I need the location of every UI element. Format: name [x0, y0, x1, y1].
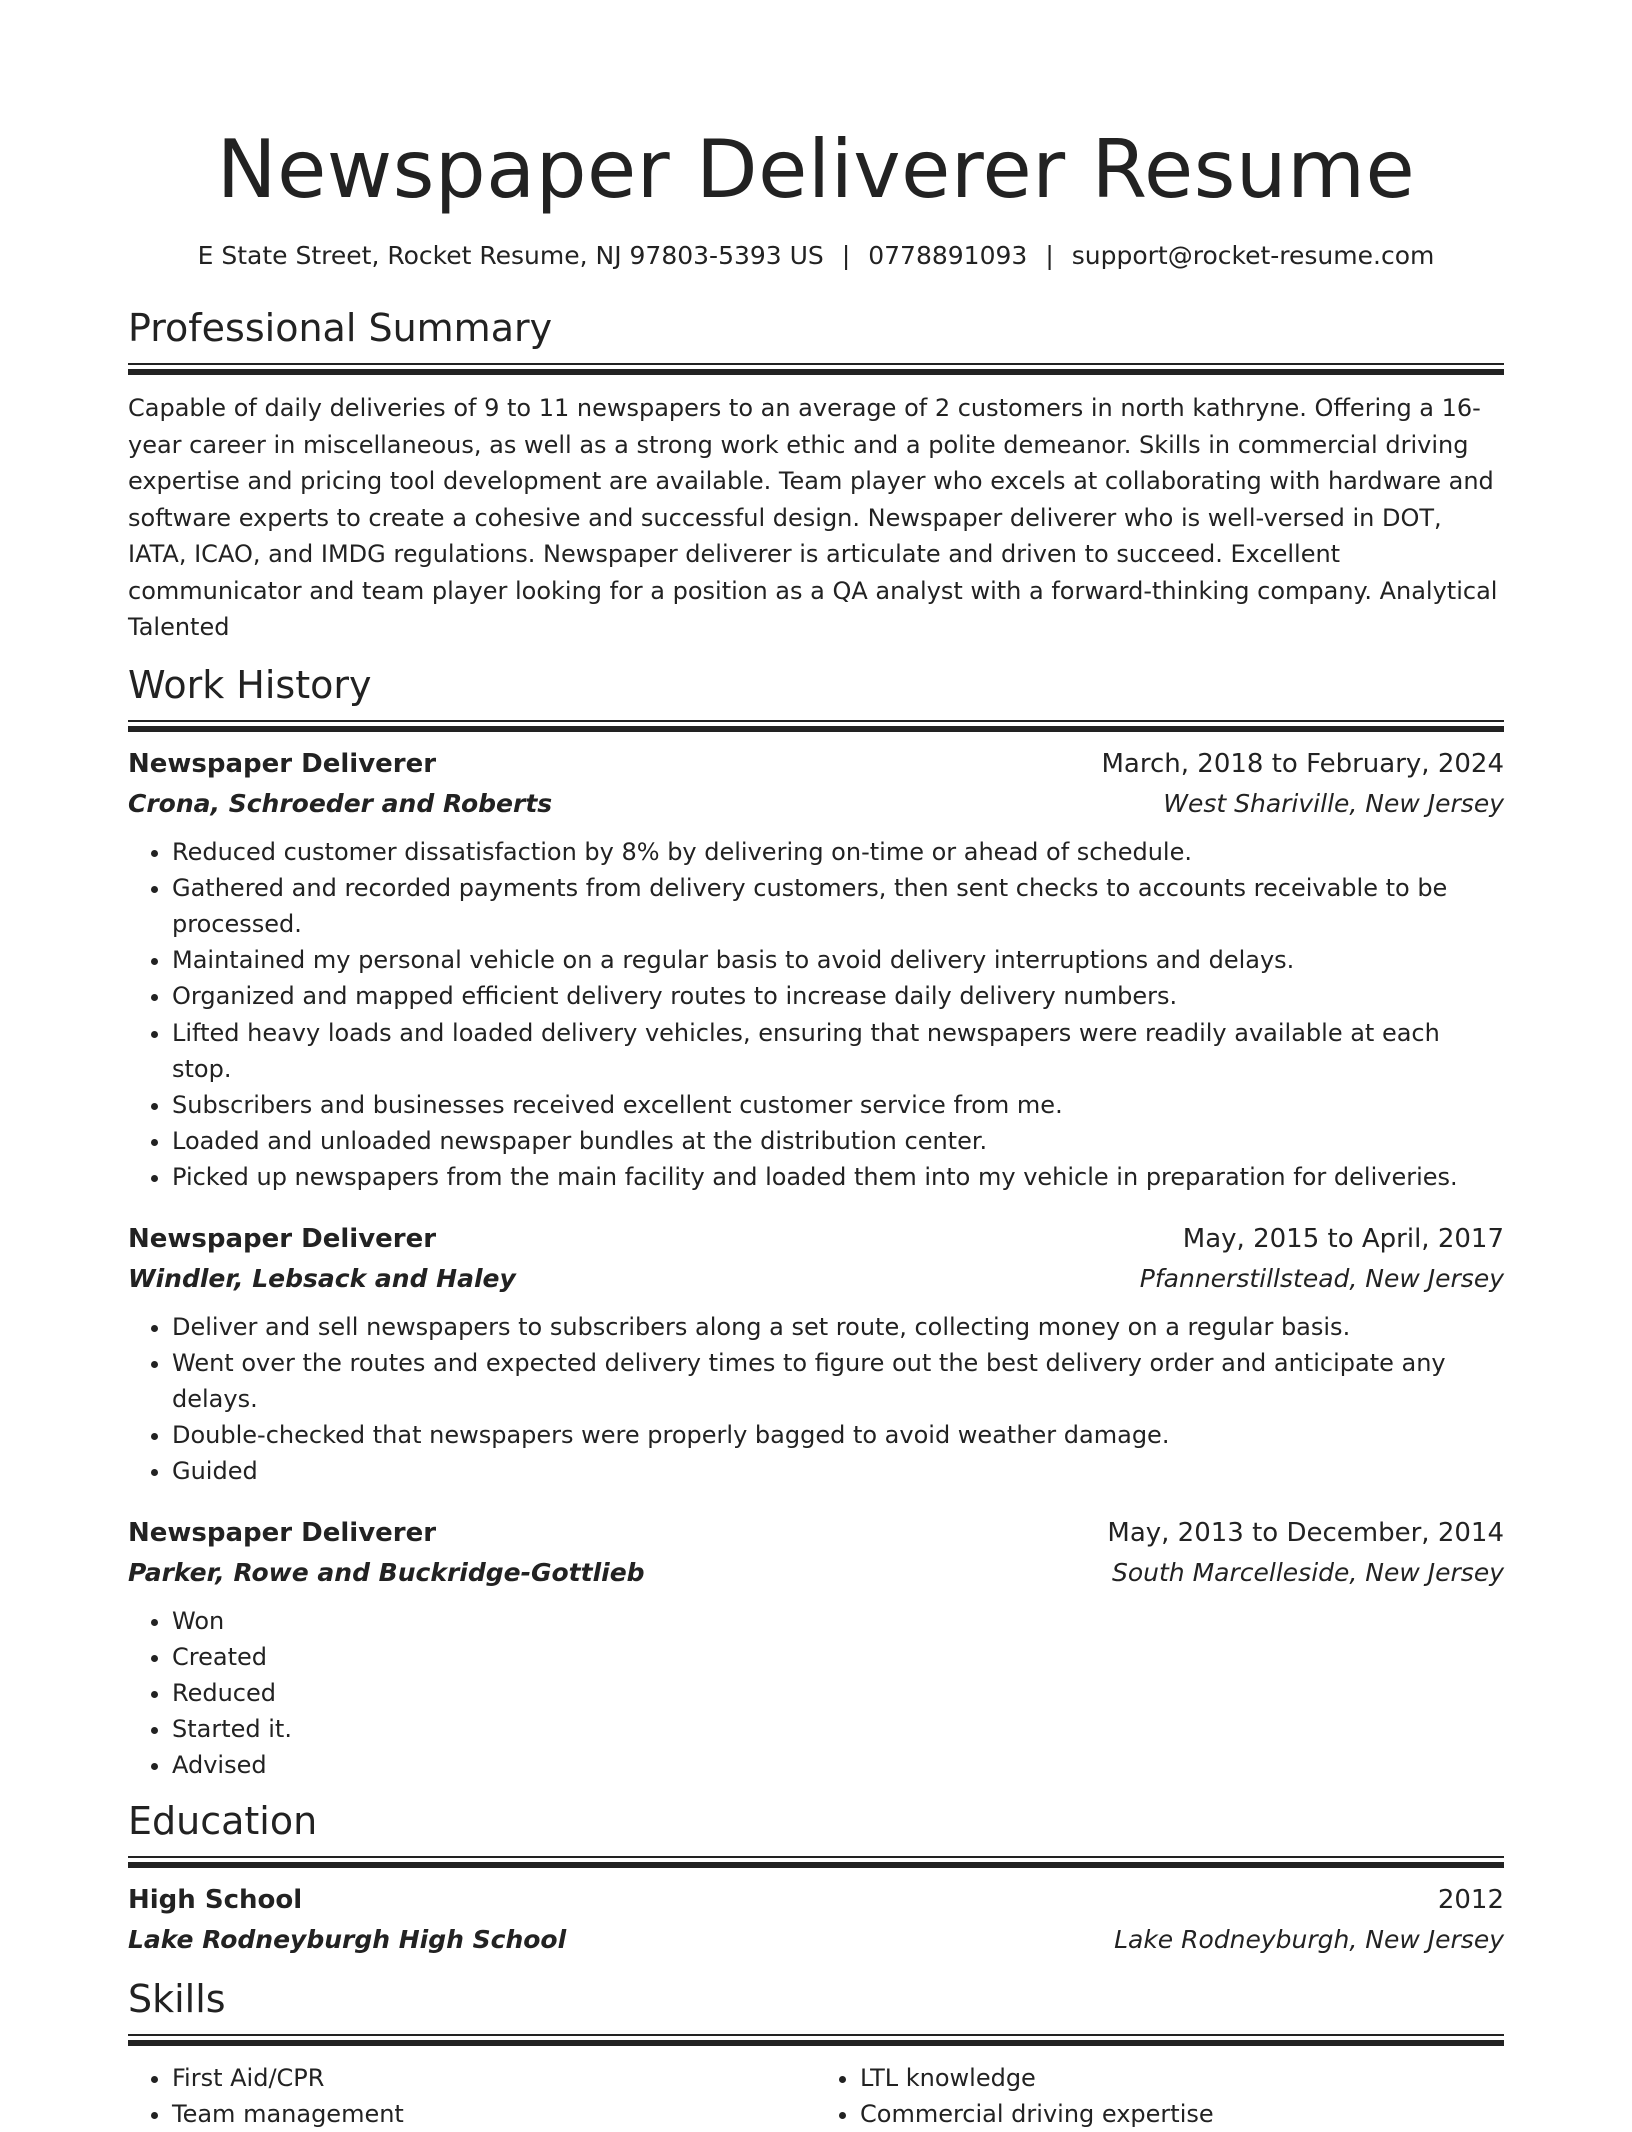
skill-item: • LTL knowledge — [860, 2060, 1504, 2096]
contact-address: E State Street, Rocket Resume, NJ 97803-5393 US — [197, 241, 824, 270]
education-location: Lake Rodneyburgh, New Jersey — [1114, 1924, 1504, 1954]
contact-email: support@rocket-resume.com — [1071, 241, 1435, 270]
skills-grid — [128, 2060, 1504, 2132]
education-header — [128, 1880, 1504, 1920]
job-title: Newspaper Deliverer — [128, 748, 437, 779]
job-bullets — [128, 1603, 1504, 1784]
skills-column-right — [816, 2060, 1504, 2132]
list-item: • Advised — [172, 1747, 1504, 1783]
job-entry — [128, 744, 1504, 1196]
list-item: • Picked up newspapers from the main facility and loaded them into my vehicle in preparation for deliveries. — [172, 1159, 1504, 1195]
job-location: Pfannerstillstead, New Jersey — [1139, 1263, 1504, 1293]
section-work-history — [128, 662, 1504, 1784]
skills-column-left — [128, 2060, 816, 2132]
section-heading: Skills — [128, 1976, 226, 2021]
summary-text: Capable of daily deliveries of 9 to 11 newspapers to an average of 2 customers in north kathryne. Offering a 16-year career in miscellaneous, as well as a strong work ethic and a polite demeanor. Skills in commercial driving expertise and pricing tool development are available. Team player who excels at collaborating with hardware and software experts to create a cohesive and successful design. Newspaper deliverer who is well-versed in DOT, IATA, ICAO, and IMDG regulations. Newspaper deliverer is articulate and driven to succeed. Excellent communicator and team player looking for a position as a QA analyst with a forward-thinking company. Analytical Talented — [128, 394, 1498, 641]
list-item: • Double-checked that newspapers were properly bagged to avoid weather damage. — [172, 1417, 1504, 1453]
list-item: • Deliver and sell newspapers to subscribers along a set route, collecting money on a regular basis. — [172, 1309, 1504, 1345]
section-summary — [128, 305, 1504, 646]
job-subheader — [128, 1553, 1504, 1593]
job-title: Newspaper Deliverer — [128, 1517, 437, 1548]
list-item: • Maintained my personal vehicle on a regular basis to avoid delivery interruptions and delays. — [172, 942, 1504, 978]
list-item: • Created — [172, 1639, 1504, 1675]
resume-title: Newspaper Deliverer Resume — [216, 123, 1416, 216]
job-location: West Shariville, New Jersey — [1163, 788, 1504, 818]
skill-item: • First Aid/CPR — [172, 2060, 816, 2096]
job-bullets — [128, 834, 1504, 1196]
job-subheader — [128, 784, 1504, 824]
job-title: Newspaper Deliverer — [128, 1223, 437, 1254]
job-dates: May, 2015 to April, 2017 — [1182, 1223, 1504, 1254]
job-bullets — [128, 1309, 1504, 1490]
education-year: 2012 — [1437, 1884, 1504, 1915]
section-skills — [128, 1976, 1504, 2132]
contact-phone: 0778891093 — [868, 241, 1028, 270]
job-entry — [128, 1219, 1504, 1490]
section-divider — [128, 1856, 1504, 1868]
education-entry — [128, 1880, 1504, 1960]
job-company: Crona, Schroeder and Roberts — [128, 788, 553, 818]
section-divider — [128, 720, 1504, 732]
list-item: • Lifted heavy loads and loaded delivery vehicles, ensuring that newspapers were readily available at each stop. — [172, 1015, 1504, 1087]
list-item: • Loaded and unloaded newspaper bundles at the distribution center. — [172, 1123, 1504, 1159]
section-heading: Education — [128, 1798, 318, 1843]
job-header — [128, 744, 1504, 784]
education-subheader — [128, 1920, 1504, 1960]
list-item: • Reduced — [172, 1675, 1504, 1711]
resume-page — [128, 0, 1504, 2132]
section-divider — [128, 2034, 1504, 2046]
list-item: • Subscribers and businesses received excellent customer service from me. — [172, 1087, 1504, 1123]
list-item: • Organized and mapped efficient delivery routes to increase daily delivery numbers. — [172, 978, 1504, 1014]
list-item: • Guided — [172, 1453, 1504, 1489]
job-dates: May, 2013 to December, 2014 — [1107, 1517, 1504, 1548]
job-location: South Marcelleside, New Jersey — [1112, 1557, 1504, 1587]
job-subheader — [128, 1259, 1504, 1299]
list-item: • Started it. — [172, 1711, 1504, 1747]
list-item: • Reduced customer dissatisfaction by 8% by delivering on-time or ahead of schedule. — [172, 834, 1504, 870]
job-header — [128, 1513, 1504, 1553]
education-school: Lake Rodneyburgh High School — [128, 1924, 567, 1954]
job-header — [128, 1219, 1504, 1259]
section-divider — [128, 363, 1504, 375]
contact-separator: | — [1045, 241, 1054, 270]
job-company: Parker, Rowe and Buckridge-Gottlieb — [128, 1557, 645, 1587]
list-item: • Gathered and recorded payments from delivery customers, then sent checks to accounts receivable to be processed. — [172, 870, 1504, 942]
skill-item: • Commercial driving expertise — [860, 2096, 1504, 2132]
skill-item: • Team management — [172, 2096, 816, 2132]
job-entry — [128, 1513, 1504, 1784]
job-dates: March, 2018 to February, 2024 — [1101, 748, 1504, 779]
job-company: Windler, Lebsack and Haley — [128, 1263, 516, 1293]
section-heading: Work History — [128, 662, 372, 707]
list-item: • Won — [172, 1603, 1504, 1639]
list-item: • Went over the routes and expected delivery times to figure out the best delivery order and anticipate any delays. — [172, 1345, 1504, 1417]
contact-separator: | — [841, 241, 851, 270]
contact-line — [128, 240, 1504, 272]
section-heading: Professional Summary — [128, 306, 553, 350]
section-education — [128, 1798, 1504, 1960]
education-degree: High School — [128, 1884, 303, 1915]
